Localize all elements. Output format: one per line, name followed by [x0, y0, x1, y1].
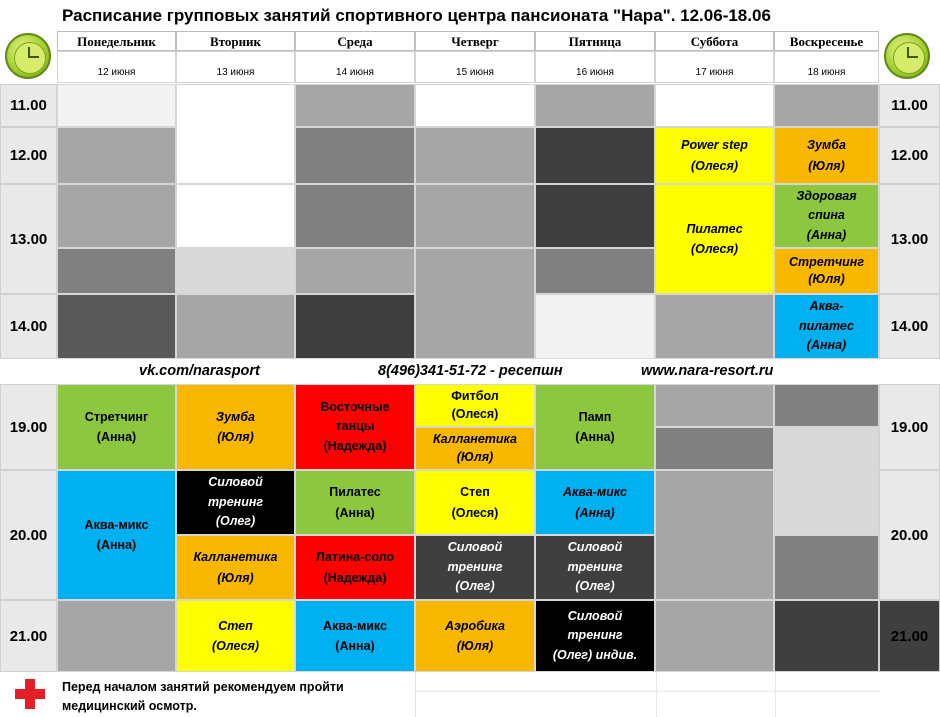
empty-slot — [774, 470, 879, 535]
empty-slot — [295, 127, 415, 184]
empty-slot — [176, 184, 295, 248]
time-label-14-right: 14.00 — [879, 294, 940, 359]
class-power-step[interactable]: Power step (Олеся) — [655, 127, 774, 184]
empty-slot — [176, 294, 295, 359]
date-header-friday: 16 июня — [535, 51, 655, 83]
class-callanetics-thu[interactable]: Калланетика (Юля) — [415, 427, 535, 470]
class-latina-solo[interactable]: Латина-соло (Надежда) — [295, 535, 415, 600]
clock-icon — [884, 33, 930, 79]
class-zumba-sun[interactable]: Зумба (Юля) — [774, 127, 879, 184]
phone-number: 8(496)341-51-72 - ресепшн — [378, 363, 563, 379]
empty-slot — [774, 535, 879, 600]
class-oriental-dance[interactable]: Восточные танцы (Надежда) — [295, 384, 415, 470]
empty-slot — [655, 294, 774, 359]
empty-slot — [774, 84, 879, 127]
website-link[interactable]: www.nara-resort.ru — [641, 363, 774, 379]
class-strength-fri[interactable]: Силовой тренинг (Олег) — [535, 535, 655, 600]
empty-slot — [655, 470, 774, 600]
empty-slot — [295, 248, 415, 294]
class-healthy-back[interactable]: Здоровая спина (Анна) — [774, 184, 879, 248]
footer-grid — [415, 672, 880, 717]
day-header-friday: Пятница — [535, 31, 655, 51]
medical-note: Перед началом занятий рекомендуем пройти медицинский осмотр. — [62, 680, 344, 713]
time-label-21-right: 21.00 — [879, 600, 940, 672]
empty-slot — [295, 294, 415, 359]
empty-slot — [57, 84, 176, 127]
empty-slot — [57, 294, 176, 359]
class-callanetics-tue[interactable]: Калланетика (Юля) — [176, 535, 295, 600]
empty-slot — [535, 84, 655, 127]
empty-slot — [535, 127, 655, 184]
class-stretching-mon[interactable]: Стретчинг (Анна) — [57, 384, 176, 470]
day-header-sunday: Воскресенье — [774, 31, 879, 51]
empty-slot — [774, 384, 879, 427]
empty-slot — [57, 184, 176, 248]
time-label-11-right: 11.00 — [879, 84, 940, 127]
date-header-monday: 12 июня — [57, 51, 176, 83]
empty-slot — [415, 127, 535, 184]
class-aqua-pilates[interactable]: Аква- пилатес (Анна) — [774, 294, 879, 359]
time-label-14: 14.00 — [0, 294, 57, 359]
date-header-wednesday: 14 июня — [295, 51, 415, 83]
day-header-tuesday: Вторник — [176, 31, 295, 51]
time-label-12: 12.00 — [0, 127, 57, 184]
page-title: Расписание групповых занятий спортивного центра пансионата "Нара". 12.06-18.06 — [62, 6, 771, 25]
empty-slot — [535, 184, 655, 248]
class-step-thu[interactable]: Степ (Олеся) — [415, 470, 535, 535]
day-header-saturday: Суббота — [655, 31, 774, 51]
empty-slot — [295, 184, 415, 248]
empty-slot — [57, 248, 176, 294]
class-aerobics[interactable]: Аэробика (Юля) — [415, 600, 535, 672]
time-label-20-right: 20.00 — [879, 470, 940, 600]
date-header-saturday: 17 июня — [655, 51, 774, 83]
time-label-11: 11.00 — [0, 84, 57, 127]
day-header-monday: Понедельник — [57, 31, 176, 51]
time-label-13: 13.00 — [0, 184, 57, 294]
class-aqua-mix-fri[interactable]: Аква-микс (Анна) — [535, 470, 655, 535]
vk-link[interactable]: vk.com/narasport — [139, 363, 260, 379]
empty-slot — [774, 427, 879, 470]
day-header-wednesday: Среда — [295, 31, 415, 51]
empty-slot — [415, 248, 535, 359]
empty-slot — [295, 84, 415, 127]
class-strength-tue[interactable]: Силовой тренинг (Олег) — [176, 470, 295, 535]
class-aqua-mix-mon[interactable]: Аква-микс (Анна) — [57, 470, 176, 600]
class-pilates-wed[interactable]: Пилатес (Анна) — [295, 470, 415, 535]
class-strength-individual[interactable]: Силовой тренинг (Олег) индив. — [535, 600, 655, 672]
empty-slot — [535, 248, 655, 294]
red-cross-icon — [15, 679, 45, 709]
empty-slot — [655, 84, 774, 127]
time-label-19: 19.00 — [0, 384, 57, 470]
empty-slot — [176, 84, 295, 184]
empty-slot — [774, 600, 879, 672]
day-header-thursday: Четверг — [415, 31, 535, 51]
empty-slot — [655, 600, 774, 672]
class-pilates-sat[interactable]: Пилатес (Олеся) — [655, 184, 774, 294]
time-label-21: 21.00 — [0, 600, 57, 672]
time-label-20: 20.00 — [0, 470, 57, 600]
class-fitball[interactable]: Фитбол (Олеся) — [415, 384, 535, 427]
class-pump[interactable]: Памп (Анна) — [535, 384, 655, 470]
empty-slot — [655, 427, 774, 470]
clock-icon — [5, 33, 51, 79]
empty-slot — [415, 184, 535, 248]
empty-slot — [57, 127, 176, 184]
empty-slot — [176, 248, 295, 294]
date-header-thursday: 15 июня — [415, 51, 535, 83]
time-label-12-right: 12.00 — [879, 127, 940, 184]
empty-slot — [415, 84, 535, 127]
class-aqua-mix-wed[interactable]: Аква-микс (Анна) — [295, 600, 415, 672]
class-stretching-sun[interactable]: Стретчинг (Юля) — [774, 248, 879, 294]
time-label-13-right: 13.00 — [879, 184, 940, 294]
time-label-19-right: 19.00 — [879, 384, 940, 470]
date-header-tuesday: 13 июня — [176, 51, 295, 83]
empty-slot — [655, 384, 774, 427]
class-zumba-tue[interactable]: Зумба (Юля) — [176, 384, 295, 470]
date-header-sunday: 18 июня — [774, 51, 879, 83]
class-strength-thu[interactable]: Силовой тренинг (Олег) — [415, 535, 535, 600]
class-step-tue[interactable]: Степ (Олеся) — [176, 600, 295, 672]
empty-slot — [535, 294, 655, 359]
empty-slot — [57, 600, 176, 672]
